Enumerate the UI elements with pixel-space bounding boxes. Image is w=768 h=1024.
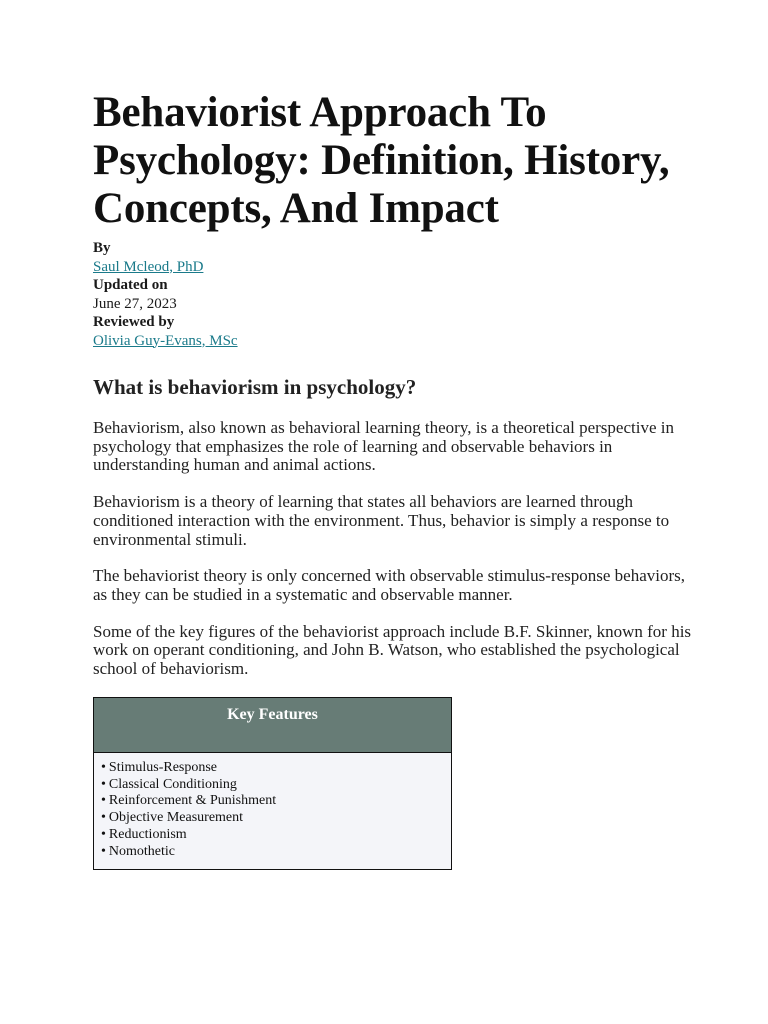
paragraph: The behaviorist theory is only concerned with observable stimulus-response behaviors, as they can be studied in a systematic and observable manner. <box>93 566 686 604</box>
list-item-label: Nomothetic <box>108 843 176 859</box>
list-item <box>101 827 451 844</box>
updated-label: Updated on <box>93 277 168 293</box>
reviewer-link[interactable]: Olivia Guy-Evans, MSc <box>93 332 238 349</box>
list-item-label: Reductionism <box>108 826 187 842</box>
by-label: By <box>93 240 111 256</box>
list-item-label: Stimulus-Response <box>108 759 218 775</box>
article <box>93 89 693 870</box>
bullet-icon: • <box>101 759 106 775</box>
reviewed-label: Reviewed by <box>93 314 175 330</box>
article-title: Behaviorist Approach To Psychology: Definition, History, Concepts, And Impact <box>93 89 670 232</box>
bullet-icon: • <box>101 793 106 809</box>
bullet-icon: • <box>101 776 106 792</box>
bullet-icon: • <box>101 843 106 859</box>
byline <box>93 239 693 350</box>
paragraph: Behaviorism is a theory of learning that states all behaviors are learned through conditioned interaction with the environment. Thus, behavior is simply a response to environmental stimuli. <box>93 492 670 549</box>
paragraph: Some of the key figures of the behaviorist approach include B.F. Skinner, known for his work on operant conditioning, and John B. Watson, who established the psychological school of behaviorism. <box>93 621 692 679</box>
list-item-label: Classical Conditioning <box>108 776 237 792</box>
bullet-icon: • <box>101 826 106 842</box>
list-item <box>101 844 451 861</box>
section-heading: What is behaviorism in psychology? <box>93 375 417 399</box>
author-link[interactable]: Saul Mcleod, PhD <box>93 258 204 275</box>
list-item <box>101 777 451 794</box>
key-features-box <box>93 697 452 870</box>
bullet-icon: • <box>101 810 106 826</box>
article-body <box>93 419 693 679</box>
paragraph: Behaviorism, also known as behavioral learning theory, is a theoretical perspective in psychology that emphasizes the role of learning and observable behaviors in understanding human and animal actions. <box>93 418 674 475</box>
list-item <box>101 793 451 810</box>
list-item <box>101 760 451 777</box>
list-item <box>101 810 451 827</box>
key-features-list <box>94 753 451 869</box>
list-item-label: Reinforcement & Punishment <box>108 793 277 809</box>
key-features-heading: Key Features <box>94 698 451 753</box>
list-item-label: Objective Measurement <box>108 810 244 826</box>
updated-date: June 27, 2023 <box>93 295 177 312</box>
